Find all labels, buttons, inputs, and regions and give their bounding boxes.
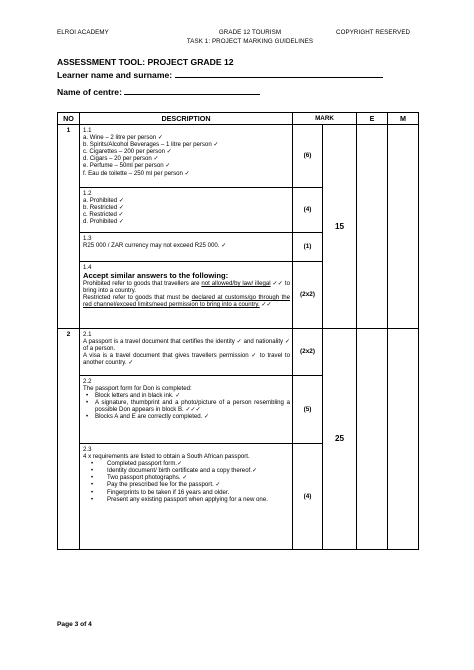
subquestion-number: 1.4 [83,264,92,271]
subquestion-marks: (1) [293,233,323,262]
accept-heading: Accept similar answers to the following: [83,271,229,281]
bullet-list [83,460,290,503]
prohibited-definition [83,280,290,294]
col-header-m: M [388,113,419,125]
table-header-row [58,113,419,125]
answer-line: a. Wine – 2 litre per person ✓ [83,134,163,142]
answer-line: d. Prohibited ✓ [83,218,125,226]
subquestion-marks: (2x2) [293,329,323,376]
answer-intro: 4 x requirements are listed to obtain a South African passport. [83,453,250,461]
subquestion-marks: (4) [293,188,323,233]
subquestion-number: 1.1 [83,127,92,134]
subquestion-number: 1.2 [83,190,92,197]
table-row [58,329,419,376]
answer-line: c. Restricted ✓ [83,211,124,219]
answer-line: b. Restricted ✓ [83,204,125,212]
answer-line: a. Prohibited ✓ [83,197,125,205]
subquestion-2-3 [80,444,293,550]
document-title: ASSESSMENT TOOL: PROJECT GRADE 12 [57,57,234,67]
table-row [58,125,419,188]
answer-intro: The passport form for Don is completed: [83,385,192,393]
text-run: ✓✓ to bring into a country. [83,280,290,295]
list-item: • Fingerprints to be taken if 16 years and older. [83,489,290,496]
list-item: • Blocks A and E are correctly completed. ✓ [83,413,290,420]
learner-name-line [57,69,383,80]
subquestion-marks: (5) [293,376,323,444]
col-header-no: NO [58,113,80,125]
subquestion-1-4 [80,262,293,329]
learner-name-blank[interactable] [175,69,383,78]
list-item: • Present any existing passport when applying for a new one. [83,496,290,503]
underlined-text: declared at customs/go through the red channel/exceed limits/need permission to bring into a country. [83,294,290,309]
question-number: 2 [58,329,80,550]
list-item: • A signature, thumbprint and a photo/picture of a person resembling a possible Don appears in block B. ✓✓✓ [83,399,290,413]
m-mark-cell[interactable] [388,125,419,329]
list-item: • Identity document/ birth certificate and a copy thereof.✓ [83,467,290,474]
centre-name-label: Name of centre: [57,87,122,97]
page-number-text: Page 3 of 4 [57,621,92,628]
m-mark-cell[interactable] [388,329,419,550]
subquestion-marks: (6) [293,125,323,188]
col-header-mark: MARK [293,113,357,125]
bullet-list [83,392,290,420]
restricted-definition [83,294,290,308]
list-item: • Completed passport form.✓ [83,460,290,467]
subquestion-number: 1.3 [83,235,92,242]
passport-definition: A passport is a travel document that certifies the identity ✓ and nationality ✓ of a person. [83,338,290,353]
answer-line: d. Cigars – 20 per person ✓ [83,155,159,163]
header-copyright: COPYRIGHT RESERVED [336,29,411,36]
visa-definition: A visa is a travel document that gives travellers permission ✓ to travel to another country. ✓ [83,352,290,367]
header-task: TASK 1: PROJECT MARKING GUIDELINES [186,38,314,45]
list-item: • Block letters and in black ink. ✓ [83,392,290,399]
subquestion-marks: (4) [293,444,323,550]
text-run: Prohibited refer to goods that travellers are [83,280,202,288]
centre-name-line [57,86,260,97]
question-total-mark: 25 [323,329,357,550]
answer-line: b. Spirits/Alcohol Beverages – 1 litre per person ✓ [83,141,219,149]
subquestion-2-1 [80,329,293,376]
subquestion-2-2 [80,376,293,444]
subquestion-number: 2.3 [83,446,92,453]
subquestion-marks: (2x2) [293,262,323,329]
answer-line: f. Eau de toilette – 250 ml per person ✓ [83,169,190,177]
marking-table [57,112,419,550]
col-header-description: DESCRIPTION [80,113,293,125]
question-number: 1 [58,125,80,329]
text-run: ✓✓ [259,301,272,309]
subquestion-1-1 [80,125,293,188]
col-header-e: E [357,113,388,125]
subquestion-number: 2.2 [83,378,92,385]
answer-line: e. Perfume – 50ml per person ✓ [83,162,171,170]
subquestion-number: 2.1 [83,331,92,338]
list-item: • Pay the prescribed fee for the passport. ✓ [83,481,290,488]
header-subject: GRADE 12 TOURISM [218,29,282,36]
e-mark-cell[interactable] [357,329,388,550]
list-item: • Two passport photographs. ✓ [83,474,290,481]
underlined-text: not allowed/by law/ illegal [201,280,271,288]
answer-line: c. Cigarettes – 200 per person ✓ [83,148,172,156]
header-school-name: ELROI ACADEMY [57,29,109,36]
e-mark-cell[interactable] [357,125,388,329]
centre-name-blank[interactable] [124,86,260,95]
page-number [57,621,92,628]
question-total-mark: 15 [323,125,357,329]
answer-line: R25 000 / ZAR currency may not exceed R25 000. ✓ [83,242,227,250]
subquestion-1-2 [80,188,293,233]
learner-name-label: Learner name and surname: [57,70,173,80]
subquestion-1-3 [80,233,293,262]
text-run: Restricted refer to goods that must be [83,294,192,302]
